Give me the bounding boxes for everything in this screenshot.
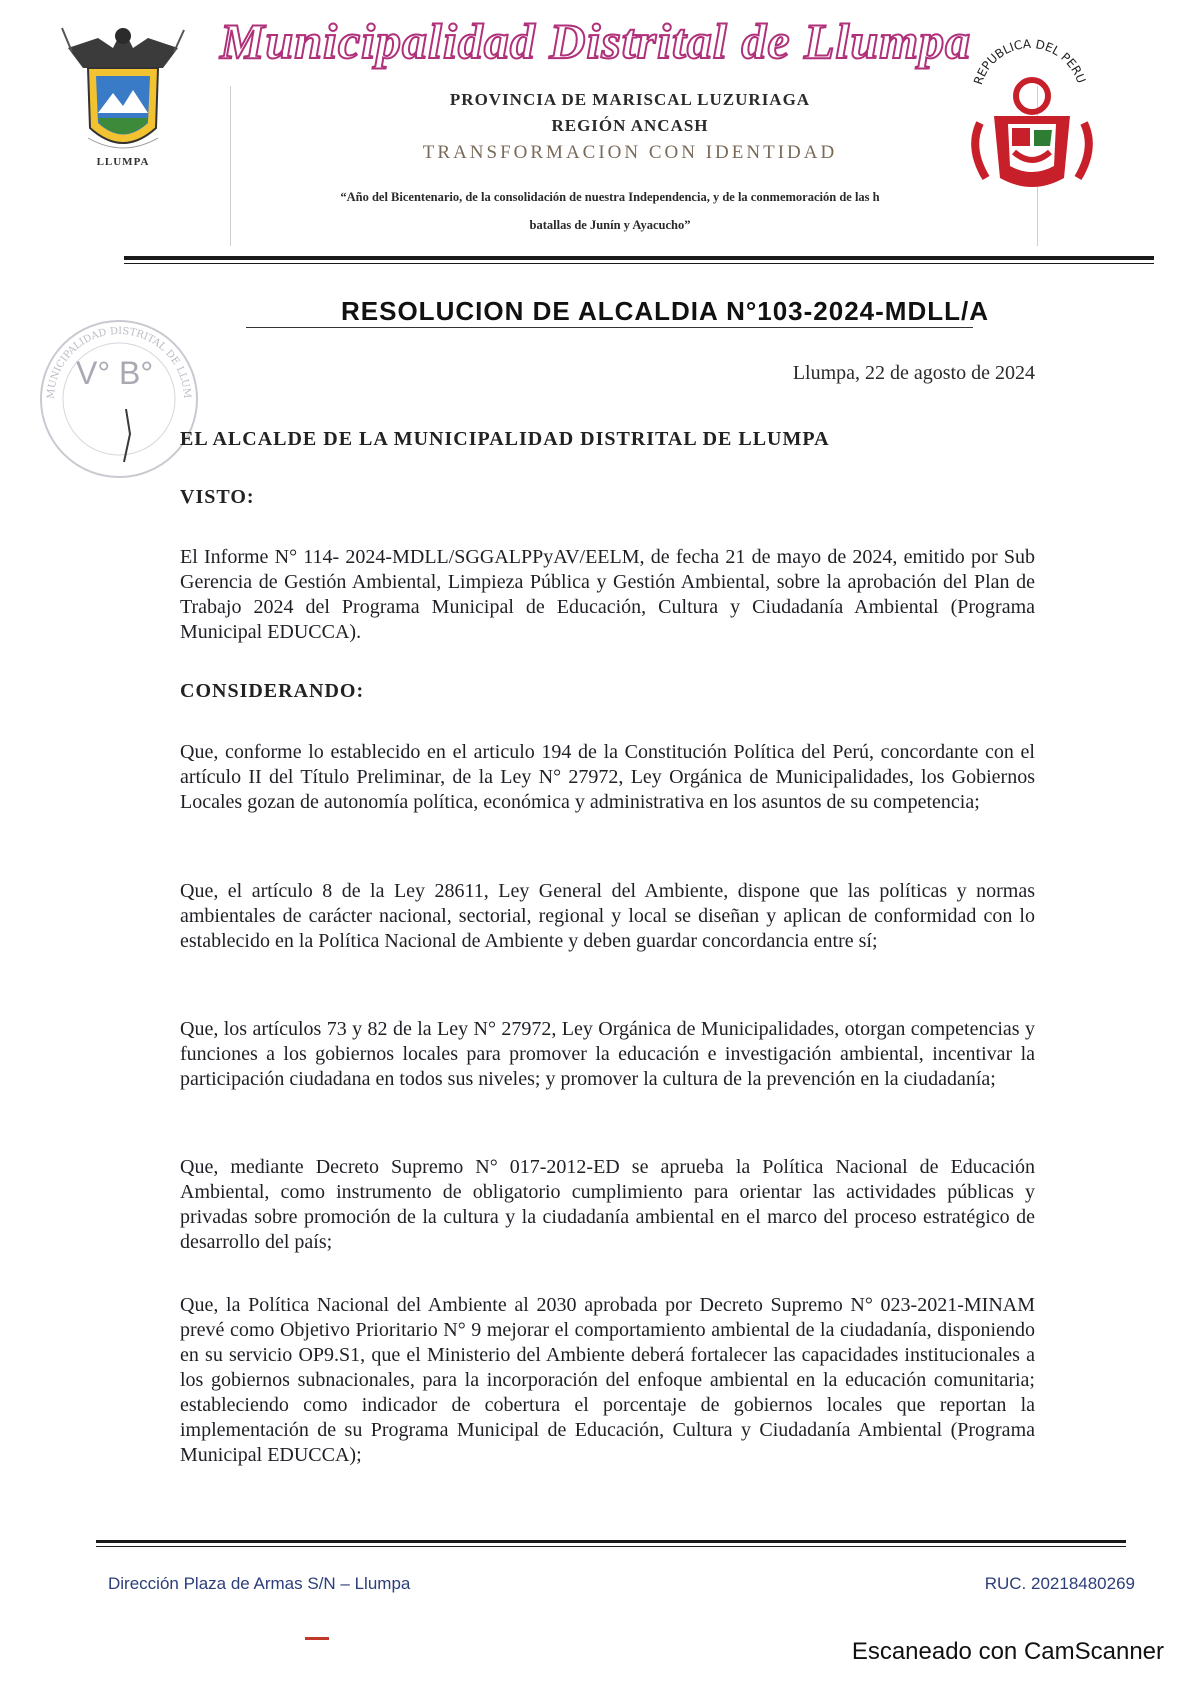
considerando-paragraph: Que, conforme lo establecido en el articulo 194 de la Constitución Política del Perú, concordante con el artículo II del Título Preliminar, de la Ley N° 27972, Ley Orgánica de Municipalidades, los Gobiernos Locales gozan de autonomía política, económica y administrativa en los asuntos de su competencia;	[180, 741, 1035, 813]
motto-line: TRANSFORMACION CON IDENTIDAD	[422, 142, 838, 163]
resolution-title: RESOLUCION DE ALCALDIA N°103-2024-MDLL/A	[341, 296, 989, 326]
peru-seal	[960, 28, 1100, 198]
considerando-paragraph: Que, el artículo 8 de la Ley 28611, Ley General del Ambiente, dispone que las políticas y normas ambientales de carácter nacional, sectorial, regional y local se diseñan y aplican de conformidad con lo establecido en la Política Nacional de Ambiente y deben guardar concordancia entre sí;	[180, 880, 1035, 952]
header-rule-thick	[124, 256, 1154, 260]
region-line: REGIÓN ANCASH	[551, 116, 709, 135]
red-mark	[305, 1637, 329, 1640]
place-date: Llumpa, 22 de agosto de 2024	[792, 362, 1035, 384]
municipal-logo	[58, 18, 188, 178]
title-underline	[246, 327, 973, 328]
considerando-paragraph: Que, la Política Nacional del Ambiente al 2030 aprobada por Decreto Supremo N° 023-2021-MINAM prevé como Objetivo Prioritario N° 9 mejorar el comportamiento ambiental de la ciudadanía, disponiendo en su servicio OP9.S1, que el Ministerio del Ambiente deberá fortalecer las capacidades institucionales a los gobiernos subnacionales, para la incorporación del enfoque ambiental en la educación comunitaria; estableciendo como indicador de cobertura el porcentaje de gobiernos locales que reportan la implementación de su Programa Municipal de Educación, Cultura y Ciudadanía Ambiental (Programa Municipal EDUCCA);	[180, 1294, 1035, 1466]
logo-caption: LLUMPA	[96, 156, 150, 168]
footer-rule-thick	[96, 1540, 1126, 1543]
stamp-text: V° B°	[76, 355, 154, 391]
mayor-heading: EL ALCALDE DE LA MUNICIPALIDAD DISTRITAL DE LLUMPA	[180, 428, 830, 450]
footer-address: Dirección Plaza de Armas S/N – Llumpa	[108, 1574, 411, 1593]
seal-text: REPUBLICA DEL PERU	[971, 36, 1089, 87]
considerando-heading: CONSIDERANDO:	[180, 680, 365, 702]
stamp-ring-text: MUNICIPALIDAD DISTRITAL DE LLUM	[45, 325, 193, 400]
scanner-watermark: Escaneado con CamScanner	[851, 1638, 1164, 1665]
year-slogan-line-2: batallas de Junín y Ayacucho”	[529, 218, 691, 232]
year-slogan-line-1: “Año del Bicentenario, de la consolidación de nuestra Independencia, y de la conmemoración de las h	[340, 190, 880, 204]
footer-ruc: RUC. 20218480269	[984, 1574, 1135, 1593]
visto-paragraph: El Informe N° 114- 2024-MDLL/SGGALPPyAV/EELM, de fecha 21 de mayo de 2024, emitido por Sub Gerencia de Gestión Ambiental, Limpieza Pública y Gestión Ambiental, sobre la aprobación del Plan de Trabajo 2024 del Programa Municipal de Educación, Cultura y Ciudadanía Ambiental (Programa Municipal EDUCCA).	[180, 546, 1035, 643]
header-rule-thin	[124, 263, 1154, 264]
considerando-paragraph: Que, los artículos 73 y 82 de la Ley N° 27972, Ley Orgánica de Municipalidades, otorgan competencias y funciones a los gobiernos locales para promover la educación e investigación ambiental, incentivar la participación ciudadana en todos sus niveles; y promover la cultura de la prevención en la ciudadanía;	[180, 1018, 1035, 1090]
footer-rule-thin	[96, 1546, 1126, 1547]
municipality-title: Municipalidad Distrital de Llumpa	[220, 13, 972, 69]
visto-heading: VISTO:	[180, 486, 255, 508]
province-line: PROVINCIA DE MARISCAL LUZURIAGA	[449, 90, 811, 109]
approval-stamp	[34, 314, 204, 484]
considerando-paragraph: Que, mediante Decreto Supremo N° 017-2012-ED se aprueba la Política Nacional de Educación Ambiental, como instrumento de obligatorio cumplimiento para orientar las actividades públicas y privadas sobre promoción de la cultura y la ciudadanía ambiental en el marco del proceso estratégico de desarrollo del país;	[180, 1156, 1035, 1253]
